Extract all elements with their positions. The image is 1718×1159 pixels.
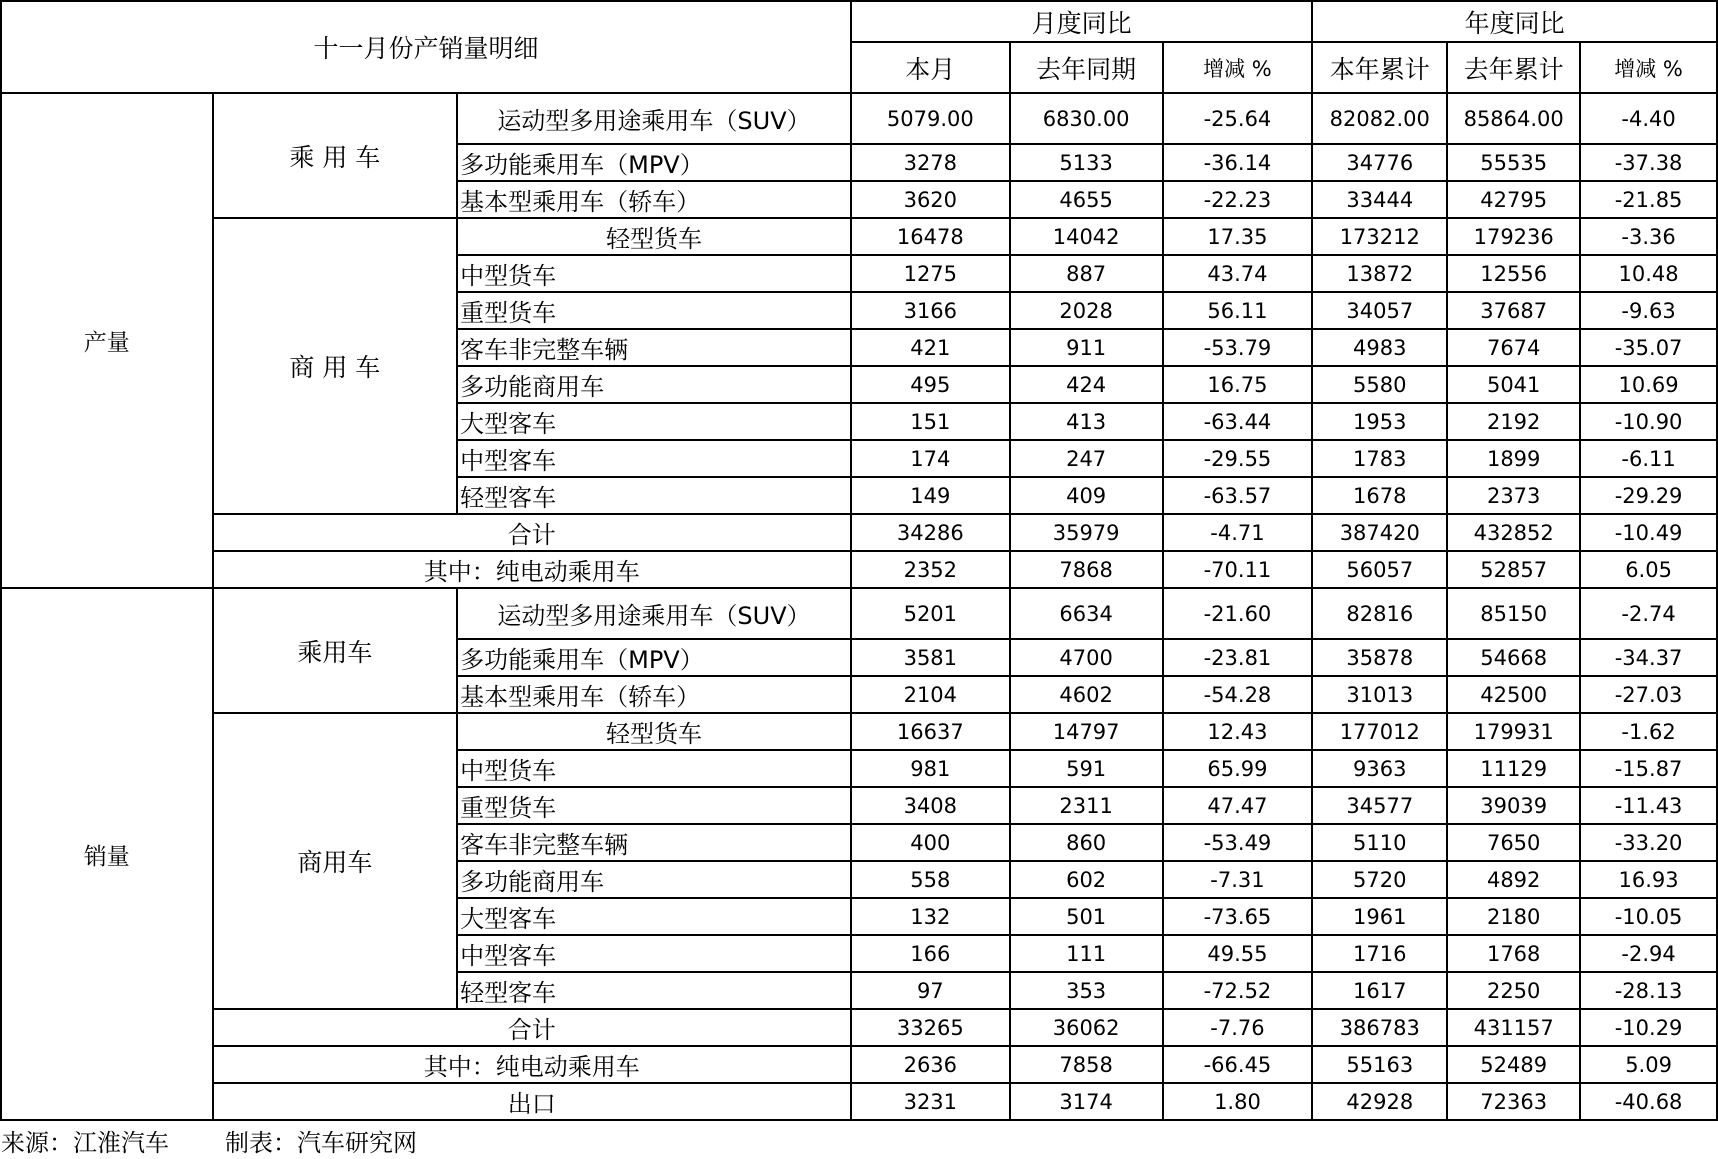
col-header-yearly-change: 增减 %: [1580, 42, 1717, 93]
production-passenger-1-value-3: 34776: [1312, 144, 1447, 181]
sales-commercial-2-value-2: 47.47: [1163, 787, 1313, 824]
sales-commercial-7-value-0: 97: [851, 972, 1010, 1009]
production-passenger-1-value-1: 5133: [1010, 144, 1163, 181]
sales-commercial-4-value-3: 5720: [1312, 861, 1447, 898]
sales-passenger-2-value-4: 42500: [1447, 676, 1580, 713]
production-commercial-item-7: 轻型客车: [457, 477, 851, 514]
production-commercial-4-value-5: 10.69: [1580, 366, 1717, 403]
production-commercial-5-value-0: 151: [851, 403, 1010, 440]
sales-commercial-3-value-5: -33.20: [1580, 824, 1717, 861]
sales-passenger-1-value-3: 35878: [1312, 639, 1447, 676]
col-header-monthly-change: 增减 %: [1163, 42, 1313, 93]
production-ev-value-4: 52857: [1447, 551, 1580, 588]
production-commercial-0-value-2: 17.35: [1163, 218, 1313, 255]
sales-commercial-0-value-2: 12.43: [1163, 713, 1313, 750]
sales-commercial-3-value-4: 7650: [1447, 824, 1580, 861]
table-title: 十一月份产销量明细: [1, 1, 851, 93]
sales-commercial-7-value-3: 1617: [1312, 972, 1447, 1009]
sales-commercial-5-value-1: 501: [1010, 898, 1163, 935]
production-commercial-5-value-1: 413: [1010, 403, 1163, 440]
production-commercial-0-value-3: 173212: [1312, 218, 1447, 255]
sales-commercial-4-value-2: -7.31: [1163, 861, 1313, 898]
sales-total-value-1: 36062: [1010, 1009, 1163, 1046]
sales-commercial-item-1: 中型货车: [457, 750, 851, 787]
production-commercial-item-0: 轻型货车: [457, 218, 851, 255]
production-ev-value-2: -70.11: [1163, 551, 1313, 588]
production-commercial-7-value-1: 409: [1010, 477, 1163, 514]
sales-passenger-2-value-2: -54.28: [1163, 676, 1313, 713]
production-passenger-0-value-1: 6830.00: [1010, 93, 1163, 144]
yearly-group-header: 年度同比: [1312, 1, 1717, 42]
sales-export-value-3: 42928: [1312, 1083, 1447, 1120]
production-passenger-2-value-0: 3620: [851, 181, 1010, 218]
sales-passenger-item-0: 运动型多用途乘用车（SUV）: [457, 588, 851, 639]
production-total-value-0: 34286: [851, 514, 1010, 551]
sales-passenger-2-value-5: -27.03: [1580, 676, 1717, 713]
sales-export-value-5: -40.68: [1580, 1083, 1717, 1120]
production-commercial-5-value-5: -10.90: [1580, 403, 1717, 440]
production-total-value-1: 35979: [1010, 514, 1163, 551]
production-passenger-2-value-2: -22.23: [1163, 181, 1313, 218]
col-header-last-year-month: 去年同期: [1010, 42, 1163, 93]
sales-commercial-7-value-1: 353: [1010, 972, 1163, 1009]
production-ev-label: 其中：纯电动乘用车: [213, 551, 851, 588]
production-commercial-0-value-5: -3.36: [1580, 218, 1717, 255]
sales-commercial-6-value-0: 166: [851, 935, 1010, 972]
col-header-last-ytd: 去年累计: [1447, 42, 1580, 93]
sales-commercial-0-value-3: 177012: [1312, 713, 1447, 750]
sales-commercial-1-value-4: 11129: [1447, 750, 1580, 787]
sales-commercial-label: 商用车: [213, 713, 458, 1009]
sales-commercial-item-7: 轻型客车: [457, 972, 851, 1009]
production-commercial-0-value-4: 179236: [1447, 218, 1580, 255]
sales-commercial-0-value-5: -1.62: [1580, 713, 1717, 750]
sales-commercial-5-value-5: -10.05: [1580, 898, 1717, 935]
production-commercial-4-value-4: 5041: [1447, 366, 1580, 403]
production-ev-value-3: 56057: [1312, 551, 1447, 588]
sales-commercial-2-value-1: 2311: [1010, 787, 1163, 824]
production-commercial-item-6: 中型客车: [457, 440, 851, 477]
sales-commercial-2-value-0: 3408: [851, 787, 1010, 824]
sales-commercial-6-value-4: 1768: [1447, 935, 1580, 972]
production-commercial-7-value-2: -63.57: [1163, 477, 1313, 514]
production-commercial-3-value-1: 911: [1010, 329, 1163, 366]
sales-passenger-0-value-2: -21.60: [1163, 588, 1313, 639]
sales-commercial-2-value-3: 34577: [1312, 787, 1447, 824]
production-passenger-2-value-4: 42795: [1447, 181, 1580, 218]
production-commercial-1-value-5: 10.48: [1580, 255, 1717, 292]
sales-commercial-5-value-3: 1961: [1312, 898, 1447, 935]
sales-passenger-0-value-1: 6634: [1010, 588, 1163, 639]
production-passenger-item-1: 多功能乘用车（MPV）: [457, 144, 851, 181]
sales-passenger-1-value-5: -34.37: [1580, 639, 1717, 676]
production-passenger-0-value-2: -25.64: [1163, 93, 1313, 144]
production-passenger-0-value-4: 85864.00: [1447, 93, 1580, 144]
production-commercial-label: 商 用 车: [213, 218, 458, 514]
production-total-value-4: 432852: [1447, 514, 1580, 551]
col-header-ytd: 本年累计: [1312, 42, 1447, 93]
production-passenger-1-value-0: 3278: [851, 144, 1010, 181]
sales-passenger-item-1: 多功能乘用车（MPV）: [457, 639, 851, 676]
sales-commercial-1-value-2: 65.99: [1163, 750, 1313, 787]
sales-commercial-1-value-5: -15.87: [1580, 750, 1717, 787]
sales-commercial-3-value-3: 5110: [1312, 824, 1447, 861]
production-commercial-4-value-2: 16.75: [1163, 366, 1313, 403]
sales-total-value-0: 33265: [851, 1009, 1010, 1046]
production-section-label: 产量: [1, 93, 213, 588]
sales-passenger-0-value-5: -2.74: [1580, 588, 1717, 639]
sales-commercial-7-value-2: -72.52: [1163, 972, 1313, 1009]
production-commercial-6-value-1: 247: [1010, 440, 1163, 477]
production-commercial-7-value-4: 2373: [1447, 477, 1580, 514]
production-commercial-2-value-3: 34057: [1312, 292, 1447, 329]
source-note: 来源：江淮汽车: [1, 1128, 169, 1157]
sales-passenger-1-value-0: 3581: [851, 639, 1010, 676]
sales-commercial-0-value-4: 179931: [1447, 713, 1580, 750]
production-passenger-item-2: 基本型乘用车（轿车）: [457, 181, 851, 218]
production-passenger-2-value-3: 33444: [1312, 181, 1447, 218]
sales-commercial-7-value-5: -28.13: [1580, 972, 1717, 1009]
sales-commercial-4-value-0: 558: [851, 861, 1010, 898]
monthly-group-header: 月度同比: [851, 1, 1312, 42]
production-commercial-3-value-4: 7674: [1447, 329, 1580, 366]
production-commercial-item-4: 多功能商用车: [457, 366, 851, 403]
col-header-current-month: 本月: [851, 42, 1010, 93]
production-commercial-2-value-1: 2028: [1010, 292, 1163, 329]
sales-passenger-1-value-4: 54668: [1447, 639, 1580, 676]
sales-passenger-label: 乘用车: [213, 588, 458, 713]
production-commercial-7-value-0: 149: [851, 477, 1010, 514]
sales-passenger-0-value-4: 85150: [1447, 588, 1580, 639]
production-commercial-item-3: 客车非完整车辆: [457, 329, 851, 366]
sales-passenger-0-value-3: 82816: [1312, 588, 1447, 639]
production-commercial-3-value-2: -53.79: [1163, 329, 1313, 366]
production-commercial-item-5: 大型客车: [457, 403, 851, 440]
sales-commercial-4-value-5: 16.93: [1580, 861, 1717, 898]
sales-commercial-0-value-0: 16637: [851, 713, 1010, 750]
production-passenger-2-value-1: 4655: [1010, 181, 1163, 218]
table-footer: [1, 1120, 1717, 1159]
production-commercial-6-value-3: 1783: [1312, 440, 1447, 477]
sales-ev-label: 其中：纯电动乘用车: [213, 1046, 851, 1083]
sales-passenger-2-value-3: 31013: [1312, 676, 1447, 713]
production-commercial-7-value-3: 1678: [1312, 477, 1447, 514]
sales-section-label: 销量: [1, 588, 213, 1120]
sales-export-value-0: 3231: [851, 1083, 1010, 1120]
sales-ev-value-2: -66.45: [1163, 1046, 1313, 1083]
sales-commercial-0-value-1: 14797: [1010, 713, 1163, 750]
sales-passenger-2-value-0: 2104: [851, 676, 1010, 713]
production-commercial-3-value-3: 4983: [1312, 329, 1447, 366]
production-ev-value-0: 2352: [851, 551, 1010, 588]
production-passenger-1-value-2: -36.14: [1163, 144, 1313, 181]
sales-commercial-1-value-1: 591: [1010, 750, 1163, 787]
sales-commercial-5-value-2: -73.65: [1163, 898, 1313, 935]
sales-commercial-5-value-4: 2180: [1447, 898, 1580, 935]
sales-commercial-6-value-3: 1716: [1312, 935, 1447, 972]
production-commercial-6-value-5: -6.11: [1580, 440, 1717, 477]
production-passenger-1-value-4: 55535: [1447, 144, 1580, 181]
sales-commercial-3-value-2: -53.49: [1163, 824, 1313, 861]
production-passenger-2-value-5: -21.85: [1580, 181, 1717, 218]
production-commercial-5-value-2: -63.44: [1163, 403, 1313, 440]
sales-ev-value-5: 5.09: [1580, 1046, 1717, 1083]
production-commercial-3-value-0: 421: [851, 329, 1010, 366]
sales-export-value-2: 1.80: [1163, 1083, 1313, 1120]
production-commercial-5-value-4: 2192: [1447, 403, 1580, 440]
production-commercial-0-value-1: 14042: [1010, 218, 1163, 255]
production-passenger-label: 乘 用 车: [213, 93, 458, 218]
sales-commercial-2-value-4: 39039: [1447, 787, 1580, 824]
production-passenger-1-value-5: -37.38: [1580, 144, 1717, 181]
production-commercial-4-value-1: 424: [1010, 366, 1163, 403]
sales-total-value-2: -7.76: [1163, 1009, 1313, 1046]
production-commercial-1-value-3: 13872: [1312, 255, 1447, 292]
sales-commercial-item-6: 中型客车: [457, 935, 851, 972]
sales-passenger-1-value-1: 4700: [1010, 639, 1163, 676]
production-passenger-0-value-5: -4.40: [1580, 93, 1717, 144]
sales-commercial-1-value-0: 981: [851, 750, 1010, 787]
sales-commercial-item-5: 大型客车: [457, 898, 851, 935]
sales-commercial-item-0: 轻型货车: [457, 713, 851, 750]
production-commercial-item-1: 中型货车: [457, 255, 851, 292]
production-commercial-2-value-4: 37687: [1447, 292, 1580, 329]
sales-ev-value-4: 52489: [1447, 1046, 1580, 1083]
sales-commercial-2-value-5: -11.43: [1580, 787, 1717, 824]
production-total-value-3: 387420: [1312, 514, 1447, 551]
production-total-label: 合计: [213, 514, 851, 551]
sales-total-value-5: -10.29: [1580, 1009, 1717, 1046]
production-commercial-4-value-3: 5580: [1312, 366, 1447, 403]
production-commercial-6-value-4: 1899: [1447, 440, 1580, 477]
sales-commercial-item-2: 重型货车: [457, 787, 851, 824]
sales-commercial-4-value-4: 4892: [1447, 861, 1580, 898]
production-commercial-4-value-0: 495: [851, 366, 1010, 403]
sales-passenger-2-value-1: 4602: [1010, 676, 1163, 713]
sales-ev-value-3: 55163: [1312, 1046, 1447, 1083]
production-commercial-1-value-4: 12556: [1447, 255, 1580, 292]
sales-total-value-4: 431157: [1447, 1009, 1580, 1046]
production-total-value-5: -10.49: [1580, 514, 1717, 551]
production-passenger-0-value-3: 82082.00: [1312, 93, 1447, 144]
sales-commercial-4-value-1: 602: [1010, 861, 1163, 898]
production-commercial-2-value-2: 56.11: [1163, 292, 1313, 329]
production-commercial-2-value-0: 3166: [851, 292, 1010, 329]
sales-export-value-1: 3174: [1010, 1083, 1163, 1120]
production-commercial-6-value-2: -29.55: [1163, 440, 1313, 477]
production-commercial-6-value-0: 174: [851, 440, 1010, 477]
sales-commercial-item-4: 多功能商用车: [457, 861, 851, 898]
production-commercial-7-value-5: -29.29: [1580, 477, 1717, 514]
sales-passenger-item-2: 基本型乘用车（轿车）: [457, 676, 851, 713]
production-commercial-1-value-1: 887: [1010, 255, 1163, 292]
production-commercial-1-value-2: 43.74: [1163, 255, 1313, 292]
production-commercial-0-value-0: 16478: [851, 218, 1010, 255]
sales-commercial-1-value-3: 9363: [1312, 750, 1447, 787]
production-passenger-item-0: 运动型多用途乘用车（SUV）: [457, 93, 851, 144]
sales-total-label: 合计: [213, 1009, 851, 1046]
sales-export-label: 出口: [213, 1083, 851, 1120]
sales-commercial-6-value-2: 49.55: [1163, 935, 1313, 972]
sales-commercial-5-value-0: 132: [851, 898, 1010, 935]
production-ev-value-5: 6.05: [1580, 551, 1717, 588]
sales-ev-value-0: 2636: [851, 1046, 1010, 1083]
sales-ev-value-1: 7858: [1010, 1046, 1163, 1083]
sales-commercial-7-value-4: 2250: [1447, 972, 1580, 1009]
production-ev-value-1: 7868: [1010, 551, 1163, 588]
production-commercial-item-2: 重型货车: [457, 292, 851, 329]
sales-export-value-4: 72363: [1447, 1083, 1580, 1120]
sales-commercial-item-3: 客车非完整车辆: [457, 824, 851, 861]
sales-passenger-0-value-0: 5201: [851, 588, 1010, 639]
sales-commercial-3-value-1: 860: [1010, 824, 1163, 861]
production-commercial-1-value-0: 1275: [851, 255, 1010, 292]
production-total-value-2: -4.71: [1163, 514, 1313, 551]
sales-commercial-6-value-5: -2.94: [1580, 935, 1717, 972]
sales-commercial-6-value-1: 111: [1010, 935, 1163, 972]
sales-commercial-3-value-0: 400: [851, 824, 1010, 861]
production-commercial-3-value-5: -35.07: [1580, 329, 1717, 366]
production-passenger-0-value-0: 5079.00: [851, 93, 1010, 144]
maker-note: 制表：汽车研究网: [225, 1128, 417, 1157]
production-commercial-5-value-3: 1953: [1312, 403, 1447, 440]
sales-passenger-1-value-2: -23.81: [1163, 639, 1313, 676]
sales-total-value-3: 386783: [1312, 1009, 1447, 1046]
production-commercial-2-value-5: -9.63: [1580, 292, 1717, 329]
